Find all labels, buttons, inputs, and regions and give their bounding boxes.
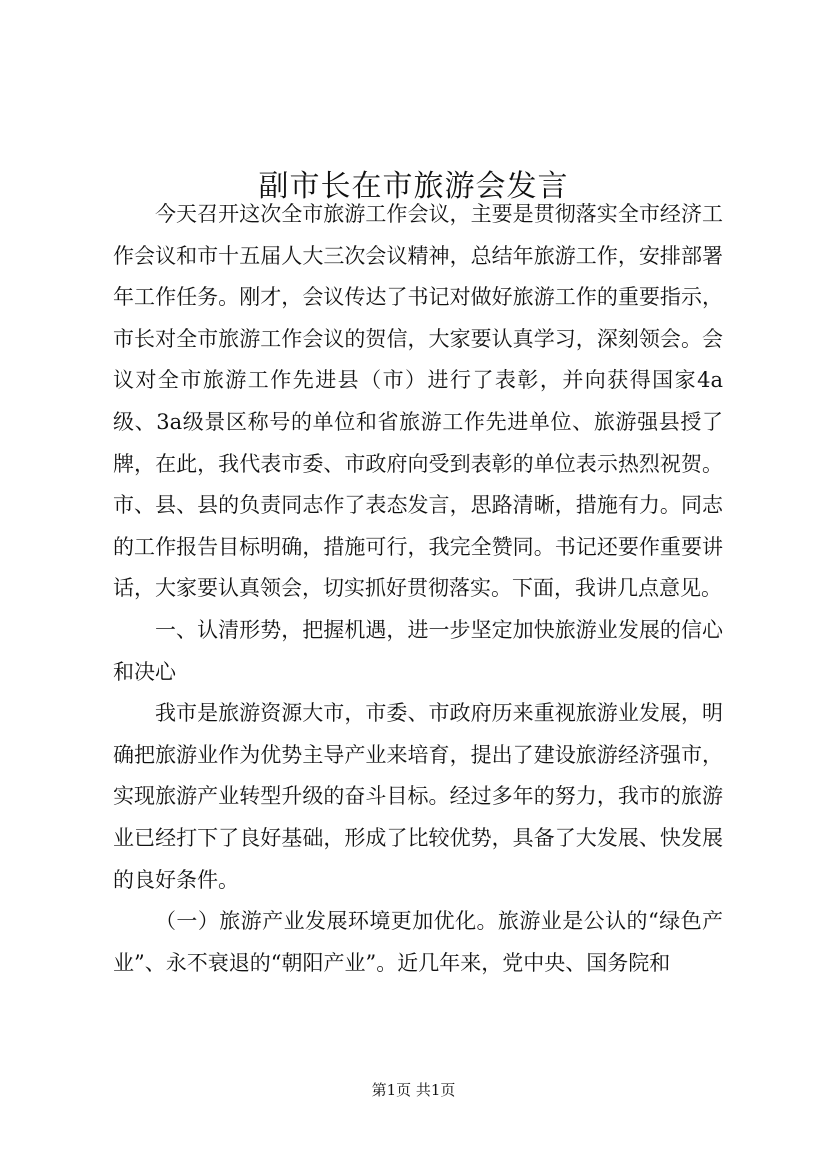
subsection-paragraph-1: （一）旅游产业发展环境更加优化。旅游业是公认的“绿色产业”、永不衰退的“朝阳产业”。近几年来，党中央、国务院和	[113, 909, 723, 975]
section-heading-1: 一、认清形势，把握机遇，进一步坚定加快旅游业发展的信心和决心	[113, 617, 723, 684]
document-body	[113, 194, 723, 984]
page-footer: 第1页 共1页	[371, 1081, 456, 1099]
paragraph-opening: 今天召开这次全市旅游工作会议，主要是贯彻落实全市经济工作会议和市十五届人大三次会议精神，总结年旅游工作，安排部署年工作任务。刚才，会议传达了书记对做好旅游工作的重要指示，市长对全市旅游工作会议的贺信，大家要认真学习，深刻领会。会议对全市旅游工作先进县（市）进行了表彰，并向获得国家4a级、3a级景区称号的单位和省旅游工作先进单位、旅游强县授了牌，在此，我代表市委、市政府向受到表彰的单位表示热烈祝贺。市、县、县的负责同志作了表态发言，思路清晰，措施有力。同志的工作报告目标明确，措施可行，我完全赞同。书记还要作重要讲话，大家要认真领会，切实抓好贯彻落实。下面，我讲几点意见。	[113, 202, 723, 601]
paragraph-tourism-resources: 我市是旅游资源大市，市委、市政府历来重视旅游业发展，明确把旅游业作为优势主导产业来培育，提出了建设旅游经济强市，实现旅游产业转型升级的奋斗目标。经过多年的努力，我市的旅游业已经打下了良好基础，形成了比较优势，具备了大发展、快发展的良好条件。	[113, 701, 723, 892]
document-title: 副市长在市旅游会发言	[258, 169, 569, 205]
